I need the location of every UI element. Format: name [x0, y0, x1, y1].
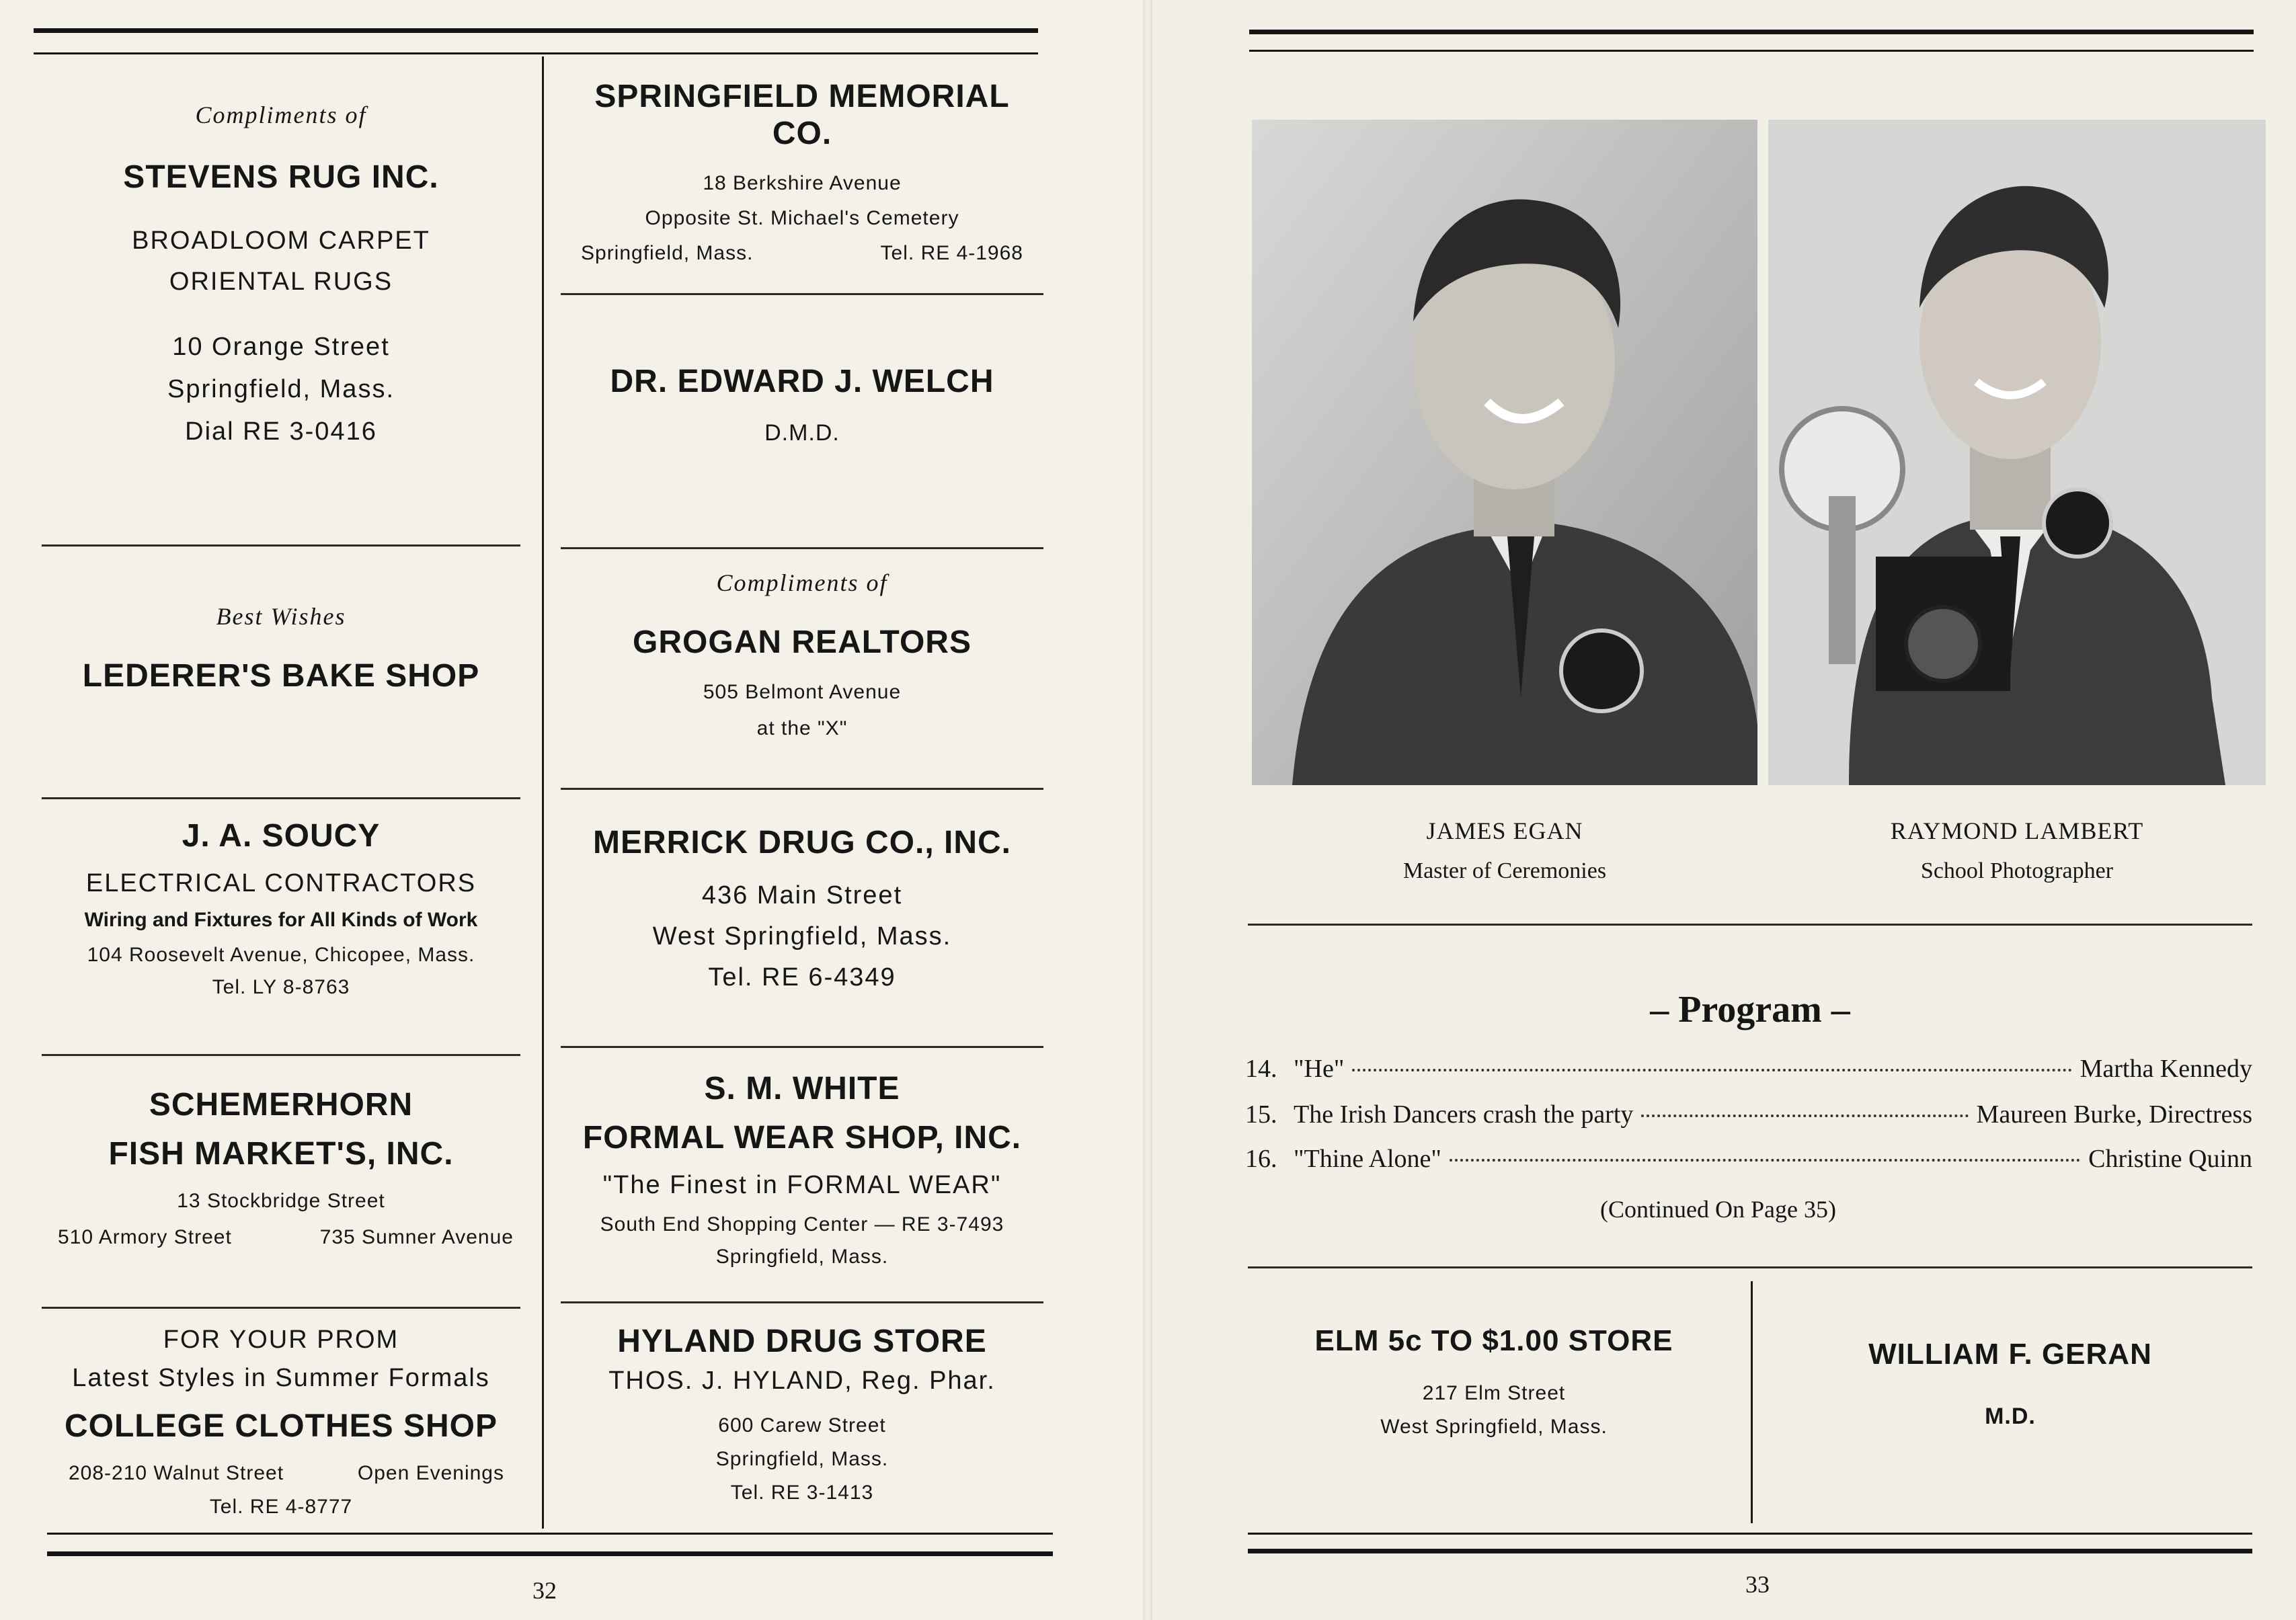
- page-number: 32: [532, 1577, 557, 1604]
- right-top-rule: [1249, 30, 2254, 34]
- page-number: 33: [1745, 1571, 1770, 1598]
- address: South End Shopping Center — RE 3-7493: [600, 1213, 1004, 1236]
- portrait-image: [1252, 120, 1757, 785]
- ad-springfield-memorial: [561, 78, 1043, 265]
- item-performer: Christine Quinn: [2088, 1145, 2252, 1173]
- ad-hyland: [561, 1323, 1043, 1504]
- person-name: RAYMOND LAMBERT: [1890, 817, 2144, 844]
- address: 10 Orange Street: [172, 333, 390, 361]
- business-name: FORMAL WEAR SHOP, INC.: [582, 1120, 1022, 1156]
- item-title: "Thine Alone": [1294, 1145, 1441, 1173]
- ad-college-clothes: [42, 1326, 520, 1518]
- business-name: STEVENS RUG INC.: [123, 159, 439, 195]
- ad-soucy: [42, 817, 520, 999]
- ad-line: ORIENTAL RUGS: [169, 268, 393, 296]
- phone: Tel. RE 4-1968: [880, 242, 1023, 264]
- business-name: J. A. SOUCY: [182, 818, 381, 854]
- ad-geran: [1761, 1338, 2259, 1430]
- ad-separator: [42, 1054, 520, 1056]
- portrait-image: [1768, 120, 2266, 785]
- program-item: [1245, 1144, 2252, 1174]
- business-name: MERRICK DRUG CO., INC.: [593, 825, 1011, 860]
- item-number: 15.: [1245, 1100, 1277, 1129]
- compliments-text: Compliments of: [716, 569, 888, 596]
- ad-schemerhorn: [42, 1086, 520, 1249]
- ad-separator: [561, 1046, 1043, 1048]
- business-name: GROGAN REALTORS: [633, 624, 972, 660]
- dot-leader: [1352, 1069, 2071, 1071]
- owner: THOS. J. HYLAND, Reg. Phar.: [608, 1367, 996, 1395]
- business-name: ELM 5c TO $1.00 STORE: [1314, 1324, 1673, 1357]
- city: West Springfield, Mass.: [652, 922, 952, 950]
- address: 510 Armory Street: [58, 1226, 232, 1248]
- item-number: 16.: [1245, 1145, 1277, 1173]
- ad-elm-store: [1252, 1324, 1736, 1439]
- address: 18 Berkshire Avenue: [703, 172, 902, 194]
- photo-raymond-lambert: [1768, 120, 2266, 785]
- dot-leader: [1450, 1159, 2080, 1162]
- right-top-rule-thin: [1249, 50, 2254, 52]
- ad-sm-white: [561, 1070, 1043, 1268]
- ad-line: ELECTRICAL CONTRACTORS: [85, 869, 477, 897]
- landmark: Opposite St. Michael's Cemetery: [645, 207, 959, 229]
- person-name: JAMES EGAN: [1426, 817, 1583, 844]
- phone: Tel. LY 8-8763: [212, 976, 350, 998]
- degree: M.D.: [1985, 1404, 2036, 1429]
- city: Springfield, Mass.: [581, 242, 754, 264]
- business-name: S. M. WHITE: [704, 1071, 900, 1106]
- address: 208-210 Walnut Street: [69, 1462, 284, 1484]
- left-top-rule-thin: [34, 52, 1038, 54]
- business-name: SCHEMERHORN: [149, 1087, 413, 1123]
- ad-grogan: [561, 569, 1043, 740]
- business-name: DR. EDWARD J. WELCH: [610, 364, 994, 399]
- program-title: – Program –: [1650, 989, 1850, 1030]
- caption-james-egan: [1252, 817, 1757, 884]
- ad-lederers: [42, 602, 520, 694]
- address: 13 Stockbridge Street: [177, 1190, 385, 1212]
- program-item: [1245, 1054, 2252, 1084]
- phone: Tel. RE 6-4349: [708, 963, 896, 991]
- left-bottom-rule-thick: [47, 1551, 1053, 1556]
- ad-separator: [561, 547, 1043, 549]
- item-title: The Irish Dancers crash the party: [1294, 1100, 1634, 1129]
- dot-leader: [1641, 1115, 1968, 1117]
- photo-james-egan: [1252, 120, 1757, 785]
- continued-note: (Continued On Page 35): [1600, 1196, 1836, 1223]
- right-bottom-rule: [1248, 1533, 2252, 1535]
- item-performer: Martha Kennedy: [2080, 1055, 2252, 1083]
- business-name: SPRINGFIELD MEMORIAL CO.: [594, 79, 1010, 151]
- degree: D.M.D.: [764, 420, 840, 446]
- business-name: COLLEGE CLOTHES SHOP: [64, 1408, 498, 1444]
- phone: Tel. RE 3-1413: [730, 1482, 874, 1504]
- city: Springfield, Mass.: [715, 1448, 889, 1470]
- city: Springfield, Mass.: [167, 375, 395, 403]
- address: 104 Roosevelt Avenue, Chicopee, Mass.: [87, 944, 475, 966]
- landmark: at the "X": [756, 717, 848, 739]
- person-role: School Photographer: [1920, 858, 2114, 883]
- ad-stevens-rug: [42, 101, 520, 446]
- wishes-text: Best Wishes: [216, 603, 346, 630]
- ad-line: Wiring and Fixtures for All Kinds of Work: [84, 909, 478, 931]
- program-top-separator: [1248, 924, 2252, 926]
- business-name: HYLAND DRUG STORE: [617, 1324, 987, 1359]
- ad-line: Latest Styles in Summer Formals: [72, 1364, 490, 1392]
- ad-line: BROADLOOM CARPET: [132, 227, 430, 255]
- left-column-divider: [542, 56, 544, 1529]
- ad-separator: [561, 788, 1043, 790]
- ad-separator: [42, 544, 520, 546]
- item-performer: Maureen Burke, Directress: [1976, 1100, 2252, 1129]
- caption-raymond-lambert: [1768, 817, 2266, 884]
- business-name: WILLIAM F. GERAN: [1868, 1338, 2152, 1371]
- phone: Dial RE 3-0416: [185, 417, 377, 446]
- person-role: Master of Ceremonies: [1402, 858, 1607, 883]
- business-name: LEDERER'S BAKE SHOP: [82, 658, 480, 694]
- ad-merrick: [561, 824, 1043, 992]
- item-title: "He": [1294, 1055, 1345, 1083]
- address: 436 Main Street: [701, 881, 903, 909]
- address: 600 Carew Street: [718, 1414, 886, 1436]
- book-gutter: [1143, 0, 1152, 1620]
- left-bottom-rule: [47, 1533, 1053, 1535]
- address: 735 Sumner Avenue: [319, 1226, 514, 1248]
- address: 217 Elm Street: [1422, 1382, 1566, 1404]
- slogan: "The Finest in FORMAL WEAR": [602, 1171, 1002, 1199]
- compliments-text: Compliments of: [195, 102, 367, 128]
- hours: Open Evenings: [357, 1462, 504, 1484]
- ad-welch: [561, 363, 1043, 446]
- city: Springfield, Mass.: [715, 1246, 889, 1268]
- ad-separator: [561, 293, 1043, 295]
- right-column-divider: [1751, 1281, 1753, 1523]
- right-bottom-rule-thick: [1248, 1549, 2252, 1553]
- city: West Springfield, Mass.: [1380, 1416, 1608, 1438]
- business-name: FISH MARKET'S, INC.: [108, 1136, 454, 1172]
- item-number: 14.: [1245, 1055, 1277, 1083]
- ads-top-separator: [1248, 1266, 2252, 1268]
- phone: Tel. RE 4-8777: [209, 1496, 353, 1518]
- program-item: [1245, 1100, 2252, 1129]
- ad-separator: [42, 1307, 520, 1309]
- ad-separator: [42, 797, 520, 799]
- left-top-rule: [34, 28, 1038, 33]
- ad-separator: [561, 1301, 1043, 1303]
- ad-line: FOR YOUR PROM: [163, 1326, 399, 1354]
- address: 505 Belmont Avenue: [703, 681, 902, 703]
